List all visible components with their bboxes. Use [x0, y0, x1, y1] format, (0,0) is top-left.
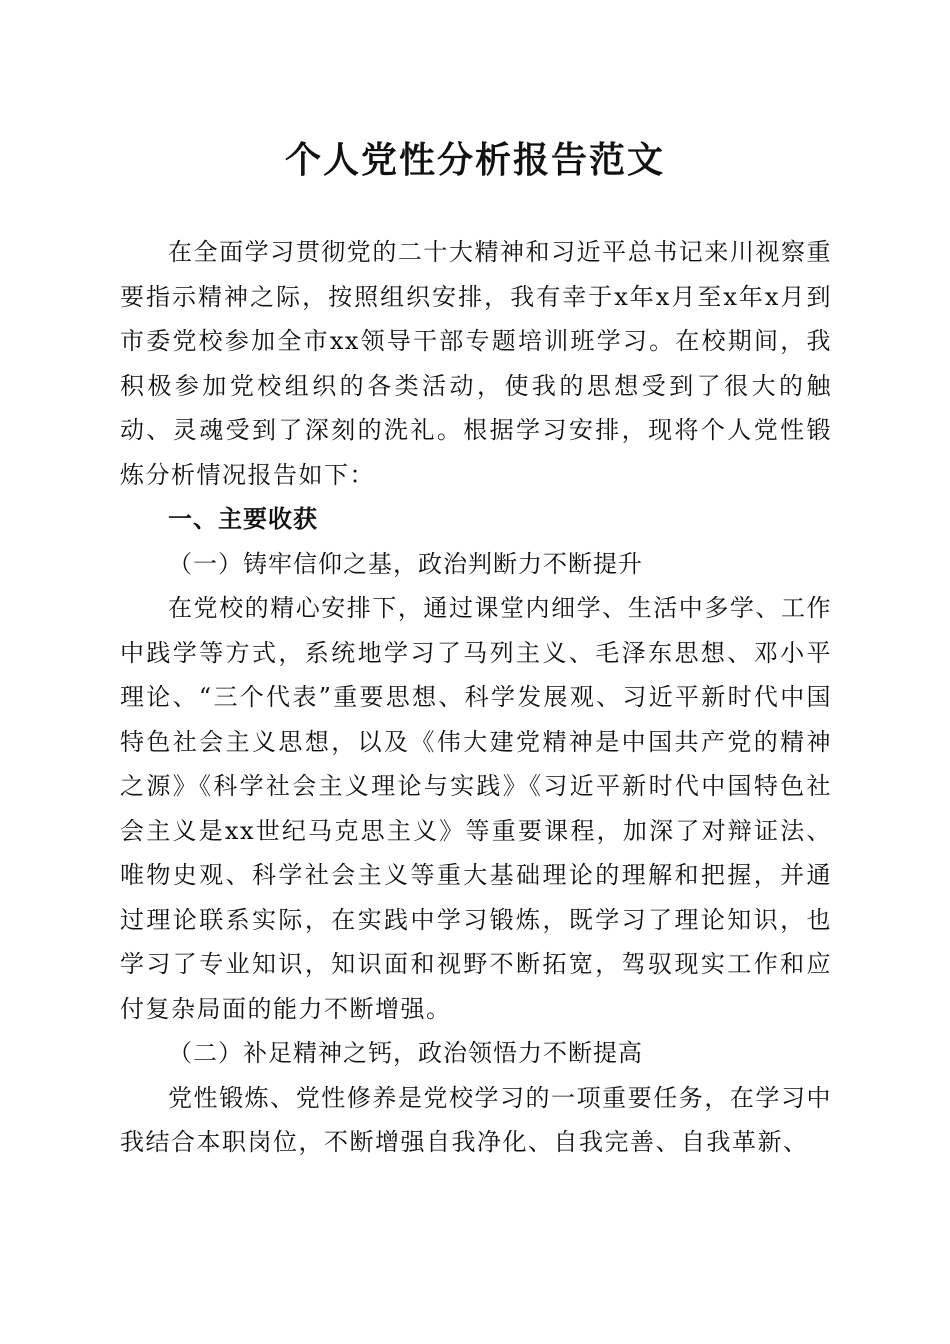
subsection-heading-2: （二）补足精神之钙，政治领悟力不断提高	[168, 1039, 643, 1067]
subsection-2-paragraph: 党性锻炼、党性修养是党校学习的一项重要任务，在学习中我结合本职岗位，不断增强自我净化、自我完善、自我革新、	[120, 1083, 832, 1156]
document-body	[120, 230, 832, 1165]
intro-paragraph: 在全面学习贯彻党的二十大精神和习近平总书记来川视察重要指示精神之际，按照组织安排，我有幸于x年x月至x年x月到市委党校参加全市xx领导干部专题培训班学习。在校期间，我积极参加党校组织的各类活动，使我的思想受到了很大的触动、灵魂受到了深刻的洗礼。根据学习安排，现将个人党性锻炼分析情况报告如下：	[120, 238, 832, 489]
section-heading-main-gains: 一、主要收获	[168, 505, 318, 533]
document-title: 个人党性分析报告范文	[284, 139, 665, 181]
subsection-heading-1: （一）铸牢信仰之基，政治判断力不断提升	[168, 549, 643, 578]
subsection-1-paragraph: 在党校的精心安排下，通过课堂内细学、生活中多学、工作中践学等方式，系统地学习了马列主义、毛泽东思想、邓小平理论、“三个代表”重要思想、科学发展观、习近平新时代中国特色社会主义思想，以及《伟大建党精神是中国共产党的精神之源》《科学社会主义理论与实践》《习近平新时代中国特色社会主义是xx世纪马克思主义》等重要课程，加深了对辩证法、唯物史观、科学社会主义等重大基础理论的理解和把握，并通过理论联系实际，在实践中学习锻炼，既学习了理论知识，也学习了专业知识，知识面和视野不断拓宽，驾驭现实工作和应付复杂局面的能力不断增强。	[120, 594, 832, 1023]
